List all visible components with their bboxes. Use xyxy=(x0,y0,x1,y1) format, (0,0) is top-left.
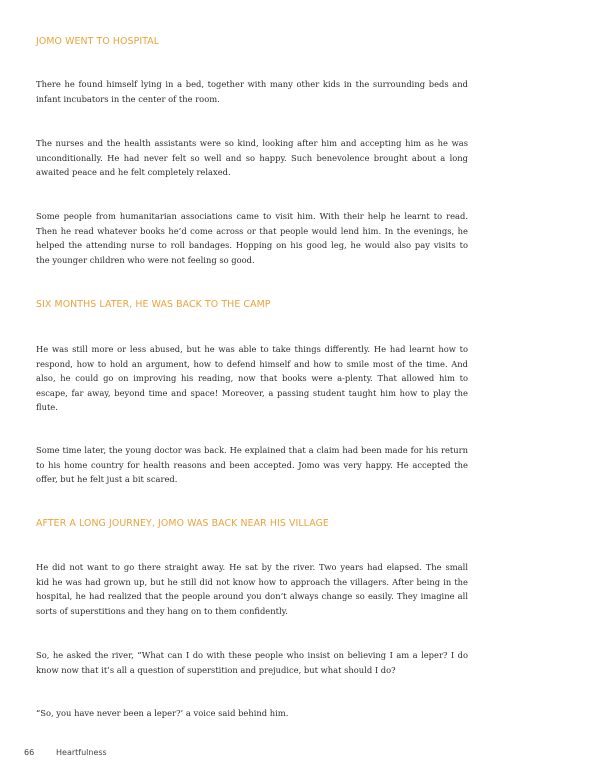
section-heading-camp: SIX MONTHS LATER, HE WAS BACK TO THE CAMP xyxy=(36,299,271,310)
text-line: awaited peace and he felt completely relaxed. xyxy=(36,167,231,178)
page-number: 66 xyxy=(24,748,35,757)
text-line: escape, far away, beyond time and space! Moreover, a passing student taught him how to play the xyxy=(36,387,468,398)
text-line: Then he read whatever books he’d come across or that people would lend him. In the evenings, he xyxy=(36,225,468,236)
text-line: helped the attending nurse to roll bandages. Hopping on his good leg, he would also pay visits to xyxy=(36,240,468,251)
paragraph xyxy=(36,136,468,180)
section-heading-hospital: JOMO WENT TO HOSPITAL xyxy=(36,36,160,47)
text-line: Some people from humanitarian associations came to visit him. With their help he learnt to read. xyxy=(36,211,468,221)
text-line: unconditionally. He had never felt so well and so happy. Such benevolence brought about a long xyxy=(36,152,468,163)
text-line: “So, you have never been a leper?’ a voice said behind him. xyxy=(36,708,289,718)
text-line: hospital, he had realized that the people around you don’t always change so easily. They imagine all xyxy=(36,591,468,602)
text-line: There he found himself lying in a bed, together with many other kids in the surrounding beds and xyxy=(36,79,468,89)
text-line: flute. xyxy=(36,402,58,413)
publication-name: Heartfulness xyxy=(56,748,107,757)
text-line: The nurses and the health assistants were so kind, looking after him and accepting him as he was xyxy=(36,138,468,148)
paragraph xyxy=(36,209,468,267)
text-line: know now that it’s all a question of superstition and prejudice, but what should I do? xyxy=(36,664,396,675)
text-line: He did not want to go there straight away. He sat by the river. Two years had elapsed. The small xyxy=(36,562,468,572)
text-line: offer, but he felt just a bit scared. xyxy=(36,474,178,485)
text-line: also, he could go on improving his reading, now that books were a-plenty. That allowed him to xyxy=(36,373,468,384)
paragraph xyxy=(36,342,468,415)
paragraph xyxy=(36,443,468,487)
text-line: sorts of superstitions and they hang on to them confidently. xyxy=(36,605,288,616)
paragraph xyxy=(36,560,468,618)
text-line: He was still more or less abused, but he was able to take things differently. He had learnt how to xyxy=(36,344,468,354)
text-line: respond, how to hold an argument, how to defend himself and how to smile most of the time. And xyxy=(36,358,468,369)
text-line: kid he was had grown up, but he still did not know how to approach the villagers. After being in the xyxy=(36,576,468,587)
text-line: infant incubators in the center of the room. xyxy=(36,93,220,104)
paragraph xyxy=(36,706,468,721)
section-heading-village: AFTER A LONG JOURNEY, JOMO WAS BACK NEAR HIS VILLAGE xyxy=(36,518,329,529)
paragraph xyxy=(36,648,468,677)
text-line: to his home country for health reasons and been accepted. Jomo was very happy. He accepted the xyxy=(36,459,468,470)
paragraph xyxy=(36,77,468,106)
text-line: Some time later, the young doctor was back. He explained that a claim had been made for his return xyxy=(36,445,468,455)
text-line: the younger children who were not feeling so good. xyxy=(36,254,255,265)
text-line: So, he asked the river, “What can I do with these people who insist on believing I am a leper? I do xyxy=(36,650,468,660)
